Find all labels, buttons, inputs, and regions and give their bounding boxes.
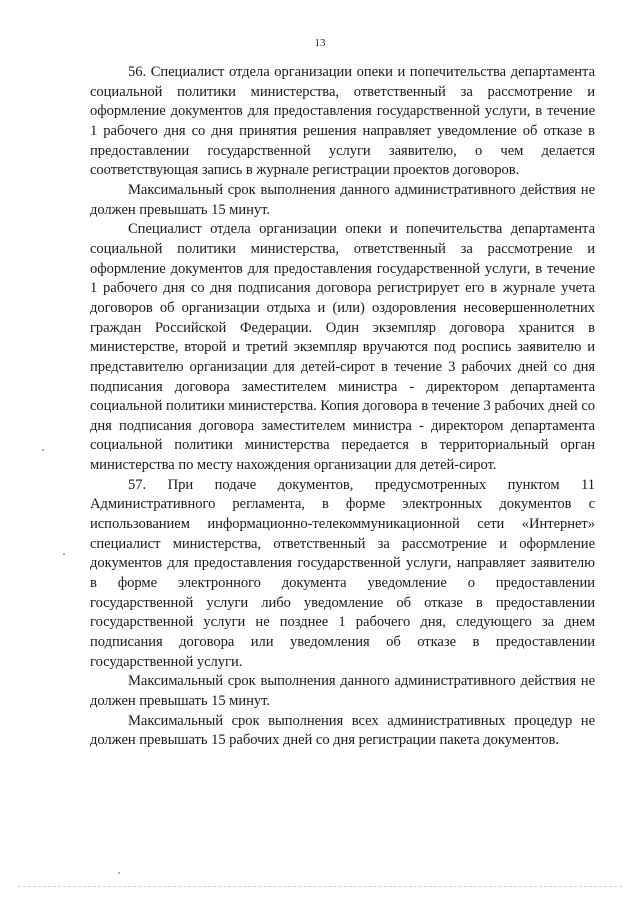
- scan-speck: [118, 872, 120, 874]
- page-number: 13: [314, 37, 326, 49]
- paragraph-time-limit-2: Максимальный срок выполнения данного административного действия не должен превышать 15 минут.: [90, 673, 595, 709]
- scan-speck: [63, 553, 65, 555]
- paragraph-time-limit-1: Максимальный срок выполнения данного административного действия не должен превышать 15 минут.: [90, 181, 595, 218]
- paragraph-total-time-limit: Максимальный срок выполнения всех административных процедур не должен превышать 15 рабочих дней со дня регистрации пакета документов.: [90, 712, 595, 749]
- scan-speck: [42, 449, 44, 451]
- document-body: [90, 63, 595, 751]
- scan-edge-line: [18, 886, 622, 887]
- paragraph-57: 57. При подаче документов, предусмотренных пунктом 11 Административного регламента, в форме электронных документов с использованием информационно-телекоммуникационной сети «Интернет» специалист министерства, ответственный за рассмотрение и оформление документов для предоставления государственной услуги, направляет заявителю в форме электронного документа уведомление о предоставлении государственной услуги либо уведомление об отказе в предоставлении государственной услуги не позднее 1 рабочего дня, следующего за днем подписания договора или уведомления об отказе в предоставлении государственной услуги.: [90, 476, 595, 670]
- paragraph-contract-registration: Специалист отдела организации опеки и попечительства департамента социальной политики министерства, ответственный за рассмотрение и оформление документов для предоставления государственной услуги, в течение 1 рабочего дня со дня подписания договора регистрирует его в журнале учета договоров об организации отдыха и (или) оздоровления несовершеннолетних граждан Российской Федерации. Один экземпляр договора хранится в министерстве, второй и третий экземпляр вручаются под роспись заявителю и представителю организации для детей-сирот в течение 3 рабочих дней со дня подписания договора заместителем министра - директором департамента социальной политики министерства. Копия договора в течение 3 рабочих дней со дня подписания договора заместителем министра - директором департамента социальной политики министерства передается в территориальный орган министерства по месту нахождения организации для детей-сирот.: [90, 221, 595, 474]
- paragraph-56: 56. Специалист отдела организации опеки и попечительства департамента социальной политики министерства, ответственный за рассмотрение и оформление документов для предоставления государственной услуги, в течение 1 рабочего дня со дня принятия решения направляет уведомление об отказе в предоставлении государственной услуги заявителю, о чем делается соответствующая запись в журнале регистрации проектов договоров.: [90, 64, 595, 179]
